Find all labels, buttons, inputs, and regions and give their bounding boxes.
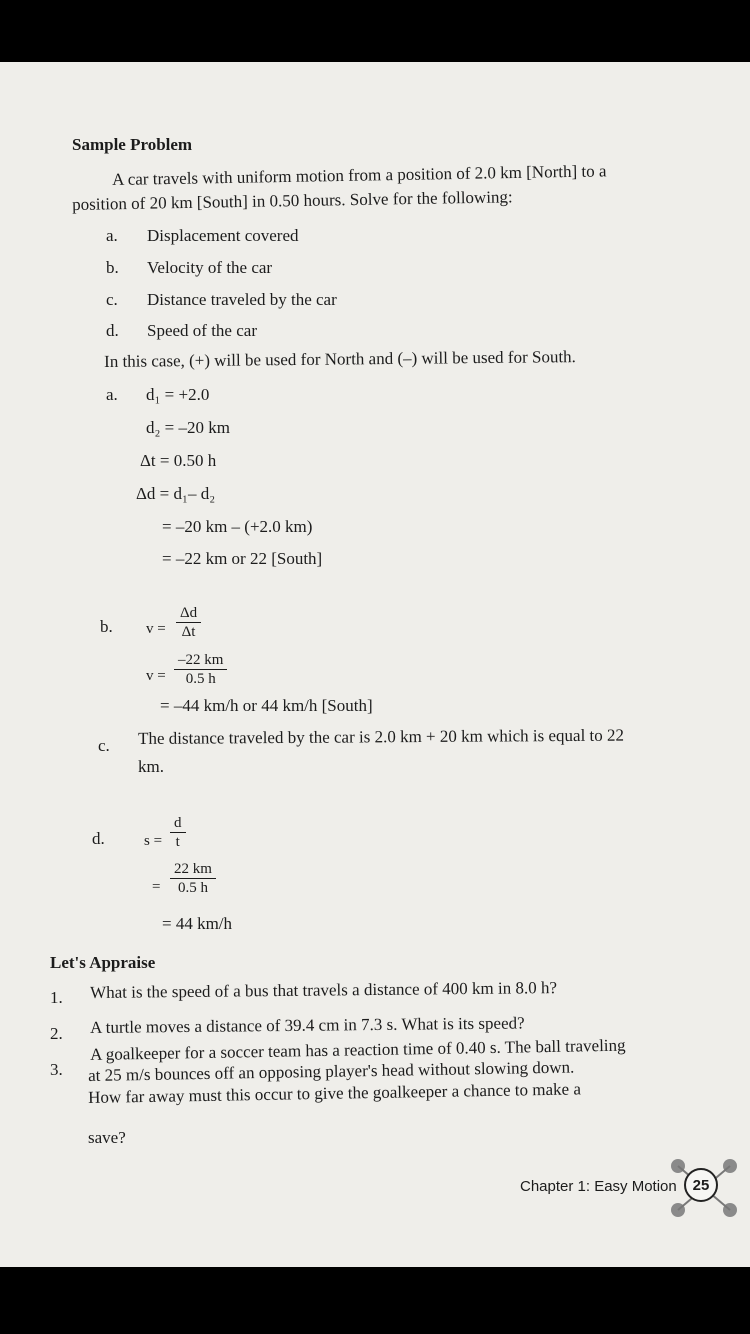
fraction-numerator: d: [174, 815, 182, 831]
intro-line-1: A car travels with uniform motion from a position of 2.0 km [North] to a: [112, 161, 607, 189]
page-number-badge: [684, 1168, 718, 1202]
fraction-denominator: Δt: [181, 624, 196, 640]
appraise-heading: Let's Appraise: [50, 953, 156, 972]
page-number: 25: [692, 1176, 710, 1194]
sample-problem-heading: Sample Problem: [72, 135, 193, 154]
solution-d-letter: d.: [92, 829, 105, 848]
solution-a-line: Δt = 0.50 h: [140, 451, 217, 470]
fraction-numerator: 22 km: [174, 861, 212, 877]
solution-b-letter: b.: [100, 617, 113, 636]
fraction-denominator: 0.5 h: [185, 671, 216, 687]
sign-convention: In this case, (+) will be used for North and (–) will be used for South.: [104, 347, 576, 371]
solution-a-line: d₂ = –20 km: [146, 418, 230, 437]
question-text-a: Displacement covered: [147, 226, 299, 245]
question-text-b: Velocity of the car: [147, 258, 273, 277]
appraise-question-3-line: How far away must this occur to give the goalkeeper a chance to make a: [88, 1079, 582, 1107]
fraction-numerator: –22 km: [178, 652, 224, 668]
solution-a-line: d₁ = +2.0: [146, 385, 210, 404]
velocity-result: = –44 km/h or 44 km/h [South]: [160, 696, 373, 715]
question-letter-a: a.: [106, 226, 118, 245]
appraise-question-3-line: A goalkeeper for a soccer team has a reaction time of 0.40 s. The ball traveling: [90, 1035, 626, 1064]
question-letter-c: c.: [106, 290, 118, 309]
solution-a-line: = –20 km – (+2.0 km): [162, 517, 313, 536]
appraise-question-3-line: save?: [88, 1128, 126, 1147]
speed-formula-fraction: [170, 814, 186, 851]
fraction-numerator: Δd: [180, 605, 198, 621]
bottom-dark-border: [0, 1267, 750, 1334]
fraction-denominator: 0.5 h: [177, 880, 208, 896]
top-dark-border: [0, 0, 750, 62]
appraise-question-3-line: at 25 m/s bounces off an opposing player's head without slowing down.: [88, 1057, 575, 1085]
distance-answer-line-1: The distance traveled by the car is 2.0 km + 20 km which is equal to 22: [138, 725, 625, 748]
solution-a-line: Δd = d₁– d₂: [136, 484, 216, 503]
appraise-question-1: What is the speed of a bus that travels a distance of 400 km in 8.0 h?: [90, 978, 558, 1002]
chapter-label: Chapter 1: Easy Motion: [520, 1178, 677, 1195]
intro-line-2: position of 20 km [South] in 0.50 hours. Solve for the following:: [72, 187, 513, 214]
speed-result: = 44 km/h: [162, 914, 233, 933]
velocity-label: v =: [146, 668, 166, 684]
solution-c-letter: c.: [98, 736, 110, 755]
solution-a-letter: a.: [106, 385, 118, 404]
question-text-d: Speed of the car: [147, 321, 257, 340]
appraise-question-2: A turtle moves a distance of 39.4 cm in 7.3 s. What is its speed?: [90, 1013, 525, 1037]
equals-sign: =: [152, 879, 161, 895]
appraise-number-3: 3.: [50, 1060, 63, 1079]
fraction-denominator: t: [175, 834, 180, 850]
velocity-formula-fraction: [176, 604, 201, 641]
appraise-number-2: 2.: [50, 1024, 63, 1043]
book-page: [0, 62, 750, 1267]
question-letter-d: d.: [106, 321, 119, 340]
speed-substitution-fraction: [170, 860, 216, 897]
appraise-number-1: 1.: [50, 988, 63, 1007]
speed-label: s =: [144, 833, 163, 849]
velocity-label: v =: [146, 621, 166, 637]
velocity-substitution-fraction: [174, 651, 227, 688]
solution-a-result: = –22 km or 22 [South]: [162, 549, 323, 568]
distance-answer-line-2: km.: [138, 757, 164, 776]
question-text-c: Distance traveled by the car: [147, 290, 337, 309]
question-letter-b: b.: [106, 258, 119, 277]
